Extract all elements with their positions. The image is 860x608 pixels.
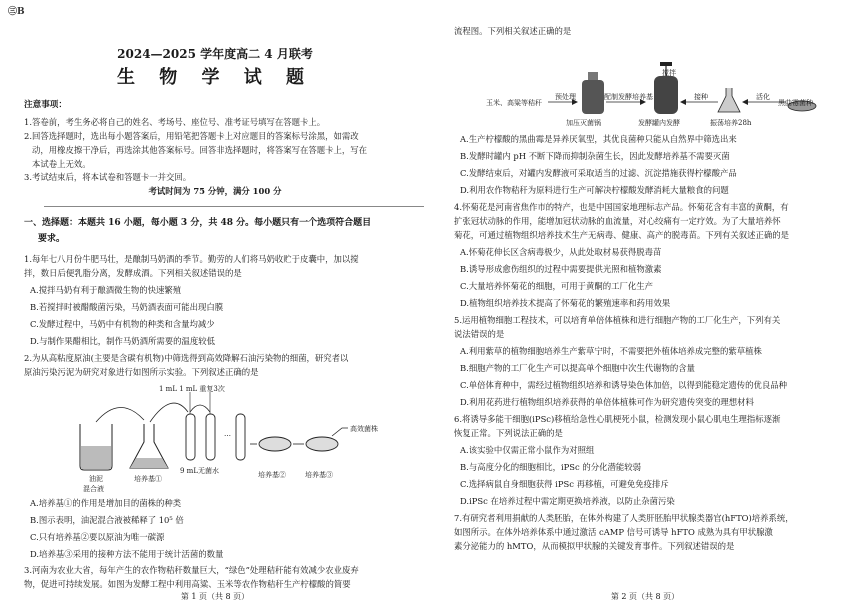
petri-dish-icon	[306, 437, 338, 451]
section-heading: 一、选择题：本题共 16 小题，每小题 3 分，共 48 分。每小题只有一个选项符合题目	[24, 218, 372, 228]
question-line: 3.河南为农业大省，每年产生的农作物秸秆数量巨大，“绿色”处理秸秆能有效减少农业废弃	[24, 565, 359, 575]
fig-label-mud: 油泥	[89, 475, 103, 483]
option-line: B.图示表明，油泥混合液被稀释了 10⁵ 倍	[30, 515, 184, 525]
question-line: 如图所示。在体外培养体系中通过激活 cAMP 信号可诱导 hFTO 成熟为具有甲状腺激	[454, 527, 773, 537]
question-line: 素分泌能力的 hMTO，从而模拟甲状腺的关键发育事件。下列叙述错误的是	[454, 541, 735, 551]
section-heading-cont: 要求。	[38, 234, 66, 244]
divider	[44, 206, 424, 207]
note-line: 3.考试结束后，将本试卷和答题卡一并交回。	[24, 172, 192, 182]
question-line: 扩张冠状动脉的作用，能增加冠状动脉的血流量，对心绞痛有一定疗效。为了大量培养怀	[454, 216, 781, 226]
flask-liquid	[130, 458, 168, 468]
fig3-step1: 预处理	[555, 93, 576, 101]
option-line: C.单倍体育种中，需经过植物组织培养和诱导染色体加倍，以得到能稳定遗传的优良品种	[460, 380, 788, 390]
question-line: 4.怀菊花是河南省焦作市的特产，也是中国国家地理标志产品。怀菊花含有丰富的黄酮，有	[454, 202, 789, 212]
subject-title: 生 物 学 试 题	[116, 67, 314, 88]
fig-label-water: 9 mL无菌水	[180, 467, 219, 475]
transfer-arrow	[190, 405, 210, 412]
question-line: 物，促进可持续发展。如图为发酵工程中利用高粱、玉米等农作物秸秆生产柠檬酸的简要	[24, 579, 351, 589]
test-tube-icon	[206, 414, 215, 460]
option-line: C.大量培养怀菊花的细胞，可用于黄酮的工厂化生产	[460, 281, 654, 291]
citric-acid-flow-figure	[486, 62, 826, 120]
question-line: 1.每年七八月份牛肥马壮，是酿制马奶酒的季节。勤劳的人们将马奶收贮于皮囊中，加以搅	[24, 254, 359, 264]
note-line: 本试卷上无效。	[32, 159, 91, 169]
option-line: C.发酵过程中，马奶中有机物的种类和含量均减少	[30, 319, 215, 329]
fig-label-medium3: 培养基③	[305, 471, 333, 479]
sterilizer-icon	[582, 80, 604, 114]
note-line: 1.答卷前，考生务必将自己的姓名、考场号、座位号、准考证号填写在答题卡上。	[24, 117, 326, 127]
question-line: 说法错误的是	[454, 329, 505, 339]
petri-dish-icon	[259, 437, 291, 451]
option-line: D.利用花药进行植物组织培养获得的单倍体植株可作为研究遗传突变的理想材料	[460, 397, 754, 407]
fig-label-medium2: 培养基②	[258, 471, 286, 479]
mud-liquid	[81, 446, 111, 469]
option-line: B.诱导形成愈伤组织的过程中需要提供光照和植物激素	[460, 264, 662, 274]
fig-dots: …	[224, 430, 231, 438]
fig3-shake: 振荡培养28h	[710, 119, 752, 127]
option-line: C.只有培养基②要以原油为唯一碳源	[30, 532, 165, 542]
question-line: 原油污染污泥为研究对象进行如图所示实验。下列叙述正确的是	[24, 367, 259, 377]
option-line: B.与高度分化的细胞相比，iPSc 的分化潜能较弱	[460, 462, 641, 472]
transfer-arrow	[150, 403, 188, 422]
notes-heading: 注意事项：	[24, 100, 67, 110]
question-line: 拌，数日后便乳脂分离，发酵成酒。下列相关叙述错误的是	[24, 268, 242, 278]
option-line: A.培养基①的作用是增加目的菌株的种类	[30, 498, 182, 508]
dilution-figure	[60, 384, 380, 484]
option-line: A.生产柠檬酸的黑曲霉是异养厌氧型，其优良菌种只能从自然界中筛选出来	[460, 134, 737, 144]
test-tube-icon	[236, 414, 245, 460]
fig-label-mud-2: 混合液	[83, 485, 104, 493]
fig3-stir: 搅拌	[662, 69, 676, 77]
question-line: 6.将诱导多能干细胞(iPSc)移植给急性心肌梗死小鼠，检测发现小鼠心肌电生理指标逐渐	[454, 414, 781, 424]
question-line: 5.运用植物细胞工程技术，可以培育单倍体植株和进行细胞产物的工厂化生产，下列有关	[454, 315, 781, 325]
fig3-tank: 发酵罐内发酵	[638, 119, 680, 127]
option-line: B.若搅拌时被醋酸菌污染，马奶酒表面可能出现白膜	[30, 302, 224, 312]
fig3-step2: 配制发酵培养基	[604, 93, 653, 101]
fig-label-medium1: 培养基①	[134, 475, 162, 483]
option-line: D.培养基③采用的接种方法不能用于统计活菌的数量	[30, 549, 224, 559]
option-line: A.利用紫草的植物细胞培养生产紫草宁时，不需要把外植体培养成完整的紫草植株	[460, 346, 762, 356]
corner-mark: ㊂B	[8, 7, 25, 17]
question-line: 恢复正常。下列说法正确的是	[454, 428, 563, 438]
fermenter-icon	[654, 76, 678, 114]
fig-top-label: 1 mL 1 mL 重复3次	[159, 385, 225, 393]
option-line: D.植物组织培养技术提高了怀菊花的繁殖速率和药用效果	[460, 298, 671, 308]
question-line: 7.有研究者利用捐献的人类胚胎，在体外构建了人类肝胚胎甲状腺类器官(hFTO)培养系统，	[454, 513, 794, 523]
option-line: A.该实验中仅需正常小鼠作为对照组	[460, 445, 595, 455]
option-line: A.怀菊花伸长区含病毒极少，从此处取材易获得脱毒苗	[460, 247, 662, 257]
transfer-arrow	[96, 407, 144, 422]
question-line: 菊花，可通过植物组织培养技术生产无病毒、健康、高产的脱毒苗。下列有关叙述正确的是	[454, 230, 789, 240]
option-line: B.细胞产物的工厂化生产可以提高单个细胞中次生代谢物的含量	[460, 363, 695, 373]
arrow	[332, 428, 348, 436]
fig3-strain: 黑曲霉菌种	[778, 99, 813, 107]
test-tube-icon	[186, 414, 195, 460]
option-line: C.发酵结束后，对罐内发酵液可采取适当的过滤、沉淀措施获得柠檬酸产品	[460, 168, 737, 178]
fig3-inoc: 接种	[694, 93, 708, 101]
option-line: D.利用农作物秸秆为原料进行生产可解决柠檬酸发酵消耗大量粮食的问题	[460, 185, 729, 195]
fig-label-strain: 高效菌株	[350, 425, 378, 433]
option-line: A.搅拌马奶有利于酿酒微生物的快速繁殖	[30, 285, 182, 295]
fig3-raw: 玉米、高粱等秸秆	[486, 99, 542, 107]
option-line: B.发酵时罐内 pH 不断下降而抑制杂菌生长，因此发酵培养基不需要灭菌	[460, 151, 730, 161]
fig3-sterilizer: 加压灭菌锅	[566, 119, 601, 127]
question-line: 流程图。下列相关叙述正确的是	[454, 26, 572, 36]
note-line: 2.回答选择题时，选出每小题答案后，用铅笔把答题卡上对应题目的答案标号涂黑，如需改	[24, 131, 359, 141]
shake-flask-icon	[718, 88, 740, 112]
exam-title: 2024—2025 学年度高二 4 月联考	[117, 47, 313, 61]
page-number-right: 第 2 页（共 8 页）	[610, 592, 680, 601]
fig3-act: 活化	[756, 93, 770, 101]
option-line: D.iPSc 在培养过程中需定期更换培养液，以防止杂菌污染	[460, 496, 675, 506]
page-number-left: 第 1 页（共 8 页）	[180, 592, 250, 601]
exam-time: 考试时间为 75 分钟，满分 100 分	[148, 186, 282, 196]
question-line: 2.为从高粘度原油(主要是含碳有机物)中筛选得到高效降解石油污染物的细菌，研究者以	[24, 353, 349, 363]
option-line: C.选择病鼠自身细胞获得 iPSc 再移植，可避免免疫排斥	[460, 479, 669, 489]
option-line: D.与制作果醋相比，制作马奶酒所需要的温度较低	[30, 336, 215, 346]
note-line: 动，用橡皮擦干净后，再选涂其他答案标号。回答非选择题时，将答案写在答题卡上，写在	[32, 145, 367, 155]
